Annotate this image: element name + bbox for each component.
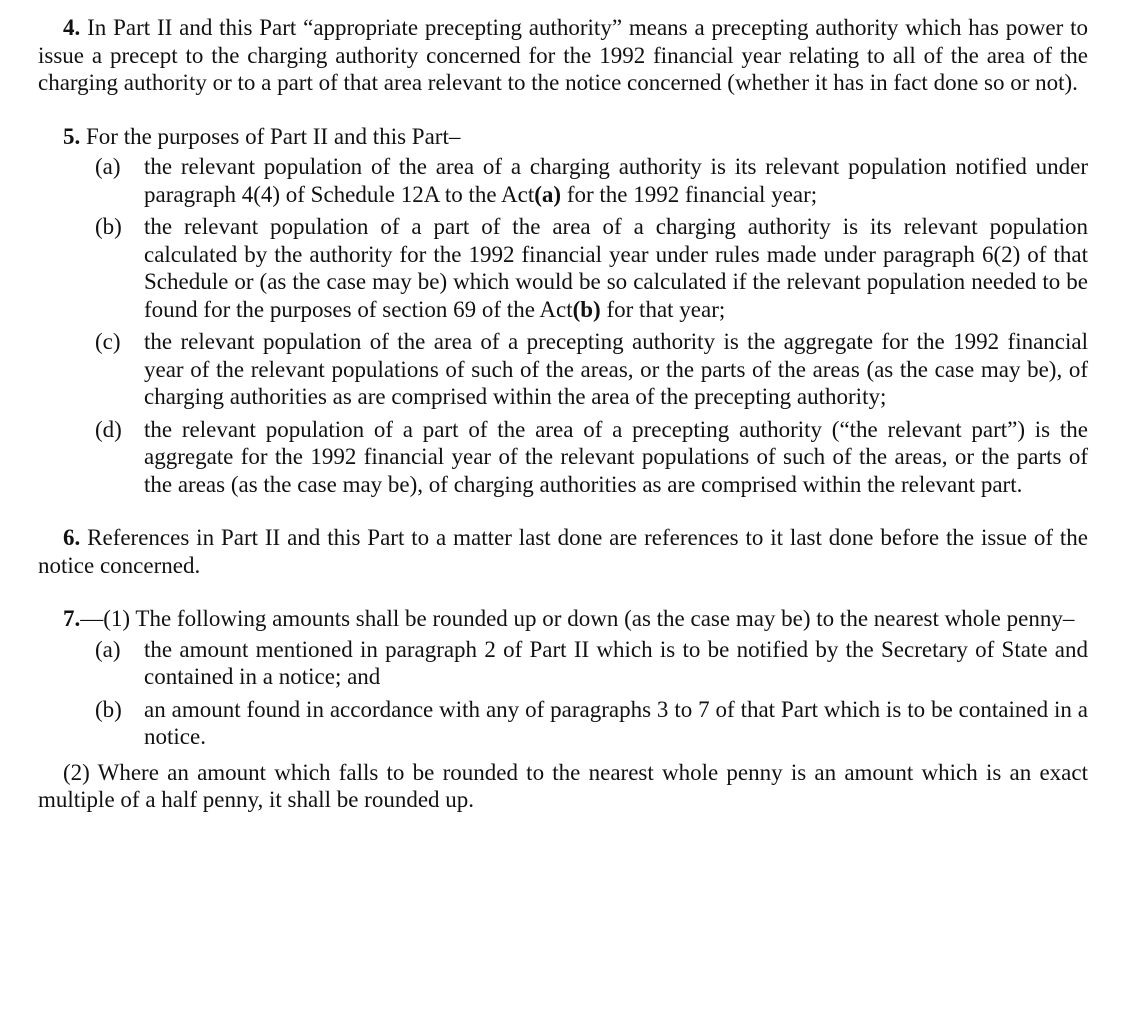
paragraph-4 (38, 14, 1088, 97)
document-page (38, 14, 1088, 814)
paragraph-number: 4. (63, 15, 81, 40)
item-label: (b) (95, 696, 122, 722)
item-text: the amount mentioned in paragraph 2 of Part II which is to be notified by the Secretary of State and contained in a notice; and (144, 636, 1088, 689)
paragraph-text: —(1) The following amounts shall be rounded up or down (as the case may be) to the nearest whole penny– (80, 606, 1075, 631)
paragraph-7-items (38, 636, 1088, 751)
paragraph-7-2: (2) Where an amount which falls to be rounded to the nearest whole penny is an amount which is an exact multiple of a half penny, it shall be rounded up. (38, 759, 1088, 812)
footnote-ref: (a) (534, 181, 562, 207)
item-text: the relevant population of the area of a charging authority is its relevant population notified under paragraph 4(4) of Schedule 12A to the Act (144, 154, 1088, 207)
paragraph-text: For the purposes of Part II and this Part– (86, 123, 461, 149)
item-label: (b) (95, 214, 122, 239)
list-item (38, 416, 1088, 499)
item-text: the relevant population of a part of the area of a precepting authority (“the relevant part”) is the aggregate for the 1992 financial year of the relevant populations of such of the areas, or the parts of the areas (as the case may be), of charging authorities as are comprised within the relevant part. (144, 416, 1088, 497)
paragraph-text: In Part II and this Part “appropriate precepting authority” means a precepting authority which has power to issue a precept to the charging authority concerned for the 1992 financial year relating to all of the area of the charging authority or to a part of that area relevant to the notice concerned (whether it has in fact done so or not). (38, 15, 1088, 95)
paragraph-text: References in Part II and this Part to a matter last done are references to it last done before the issue of the notice concerned. (38, 525, 1088, 578)
item-label: (d) (95, 416, 122, 442)
item-text-tail: for the 1992 financial year; (561, 181, 818, 207)
list-item (38, 328, 1088, 411)
paragraph-5-items (38, 153, 1088, 498)
item-label: (a) (95, 154, 121, 179)
item-label: (c) (95, 329, 121, 354)
list-item (38, 153, 1088, 208)
paragraph-number: 5. (63, 123, 81, 149)
paragraph-number: 6. (63, 525, 81, 550)
item-label: (a) (95, 636, 121, 662)
item-text: an amount found in accordance with any of paragraphs 3 to 7 of that Part which is to be contained in a notice. (144, 696, 1088, 749)
paragraph-number: 7. (63, 606, 81, 631)
item-text-tail: for that year; (600, 296, 726, 322)
paragraph-6 (38, 524, 1088, 579)
list-item (38, 696, 1088, 751)
paragraph-5-lead (38, 123, 1088, 151)
item-text: the relevant population of the area of a precepting authority is the aggregate for the 1992 financial year of the relevant populations of such of the areas, or the parts of the areas (as the case may be), of charging authorities as are comprised within the area of the precepting authority; (144, 329, 1088, 409)
paragraph-7-1 (38, 605, 1088, 633)
footnote-ref: (b) (572, 296, 601, 322)
list-item (38, 636, 1088, 691)
item-text: the relevant population of a part of the area of a charging authority is its relevant population calculated by the authority for the 1992 financial year under rules made under paragraph 6(2) of that Schedule or (as the case may be) which would be so calculated if the relevant population needed to be found for the purposes of section 69 of the Act (144, 214, 1088, 322)
list-item (38, 213, 1088, 323)
